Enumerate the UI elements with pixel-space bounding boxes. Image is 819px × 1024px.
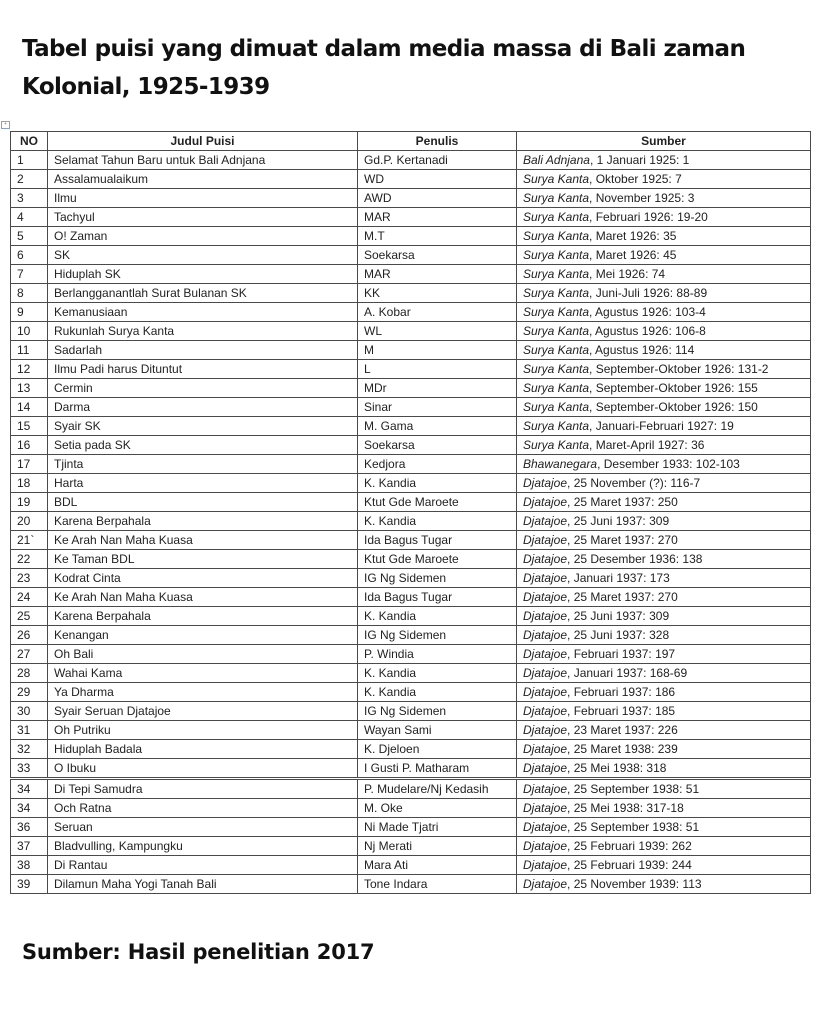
publication-name: Djatajoe xyxy=(523,532,568,547)
cell-no: 5 xyxy=(11,227,48,246)
publication-name: Djatajoe xyxy=(523,646,568,661)
publication-name: Djatajoe xyxy=(523,819,568,834)
cell-source xyxy=(517,569,811,588)
cell-source xyxy=(517,875,811,894)
publication-detail: , 25 November 1939: 113 xyxy=(567,876,702,891)
publication-detail: , Februari 1937: 197 xyxy=(567,646,676,661)
publication-name: Djatajoe xyxy=(523,876,568,891)
cell-author: K. Kandia xyxy=(358,607,517,626)
cell-title: Dilamun Maha Yogi Tanah Bali xyxy=(48,875,358,894)
cell-no: 22 xyxy=(11,550,48,569)
cell-no: 26 xyxy=(11,626,48,645)
source-note: Sumber: Hasil penelitian 2017 xyxy=(22,940,375,964)
publication-name: Surya Kanta xyxy=(523,209,590,224)
cell-no: 3 xyxy=(11,189,48,208)
cell-title: Ke Arah Nan Maha Kuasa xyxy=(48,531,358,550)
publication-detail: , September-Oktober 1926: 155 xyxy=(589,380,758,395)
cell-no: 1 xyxy=(11,151,48,170)
publication-detail: , Juni-Juli 1926: 88-89 xyxy=(589,285,708,300)
publication-name: Djatajoe xyxy=(523,760,568,775)
cell-no: 36 xyxy=(11,818,48,837)
publication-name: Djatajoe xyxy=(523,684,568,699)
publication-name: Surya Kanta xyxy=(523,342,590,357)
cell-no: 33 xyxy=(11,759,48,779)
cell-no: 38 xyxy=(11,856,48,875)
publication-detail: , 25 Mei 1938: 317-18 xyxy=(567,800,684,815)
cell-author: WL xyxy=(358,322,517,341)
cell-no: 39 xyxy=(11,875,48,894)
cell-author: Ida Bagus Tugar xyxy=(358,531,517,550)
cell-source xyxy=(517,208,811,227)
publication-name: Djatajoe xyxy=(523,494,568,509)
publication-name: Surya Kanta xyxy=(523,304,590,319)
publication-detail: , 25 Mei 1938: 318 xyxy=(567,760,667,775)
publication-detail: , Mei 1926: 74 xyxy=(589,266,666,281)
cell-source xyxy=(517,645,811,664)
cell-title: Syair Seruan Djatajoe xyxy=(48,702,358,721)
table-row xyxy=(11,531,811,550)
publication-name: Surya Kanta xyxy=(523,323,590,338)
cell-no: 27 xyxy=(11,645,48,664)
cell-title: Selamat Tahun Baru untuk Bali Adnjana xyxy=(48,151,358,170)
cell-source xyxy=(517,588,811,607)
cell-source xyxy=(517,322,811,341)
cell-author: Mara Ati xyxy=(358,856,517,875)
cell-title: Och Ratna xyxy=(48,799,358,818)
table-row xyxy=(11,759,811,779)
publication-detail: , Oktober 1925: 7 xyxy=(589,171,682,186)
table-row xyxy=(11,303,811,322)
cell-author: Ni Made Tjatri xyxy=(358,818,517,837)
cell-title: Rukunlah Surya Kanta xyxy=(48,322,358,341)
table-row xyxy=(11,818,811,837)
cell-source xyxy=(517,759,811,779)
cell-author: Sinar xyxy=(358,398,517,417)
publication-name: Djatajoe xyxy=(523,589,568,604)
cell-no: 6 xyxy=(11,246,48,265)
cell-title: Di Rantau xyxy=(48,856,358,875)
cell-title: Seruan xyxy=(48,818,358,837)
publication-name: Djatajoe xyxy=(523,570,568,585)
table-row xyxy=(11,170,811,189)
cell-author: M. Gama xyxy=(358,417,517,436)
cell-no: 18 xyxy=(11,474,48,493)
cell-author: Soekarsa xyxy=(358,436,517,455)
cell-source xyxy=(517,189,811,208)
publication-name: Djatajoe xyxy=(523,800,568,815)
cell-title: SK xyxy=(48,246,358,265)
publication-detail: , Februari 1937: 185 xyxy=(567,703,676,718)
publication-detail: , 25 Juni 1937: 309 xyxy=(567,608,670,623)
publication-detail: , 23 Maret 1937: 226 xyxy=(567,722,678,737)
cell-title: Kemanusiaan xyxy=(48,303,358,322)
cell-source xyxy=(517,151,811,170)
header-author: Penulis xyxy=(358,132,517,151)
cell-no: 9 xyxy=(11,303,48,322)
table-move-handle-icon: + xyxy=(1,121,10,129)
table-row xyxy=(11,626,811,645)
cell-no: 2 xyxy=(11,170,48,189)
cell-source xyxy=(517,417,811,436)
cell-author: M xyxy=(358,341,517,360)
cell-no: 14 xyxy=(11,398,48,417)
publication-detail: , Agustus 1926: 106-8 xyxy=(589,323,706,338)
publication-detail: , Januari 1937: 173 xyxy=(567,570,670,585)
cell-title: BDL xyxy=(48,493,358,512)
cell-source xyxy=(517,265,811,284)
table-body xyxy=(11,151,811,894)
table-row xyxy=(11,588,811,607)
cell-author: IG Ng Sidemen xyxy=(358,702,517,721)
publication-name: Djatajoe xyxy=(523,665,568,680)
table-header-row xyxy=(11,132,811,151)
table-row xyxy=(11,208,811,227)
publication-detail: , 25 Maret 1937: 270 xyxy=(567,532,678,547)
cell-no: 8 xyxy=(11,284,48,303)
cell-no: 20 xyxy=(11,512,48,531)
table-row xyxy=(11,284,811,303)
cell-title: Darma xyxy=(48,398,358,417)
cell-source xyxy=(517,818,811,837)
cell-no: 23 xyxy=(11,569,48,588)
publication-detail: , Maret 1926: 45 xyxy=(589,247,677,262)
cell-author: M.T xyxy=(358,227,517,246)
publication-detail: , Maret 1926: 35 xyxy=(589,228,677,243)
cell-source xyxy=(517,455,811,474)
cell-source xyxy=(517,360,811,379)
cell-title: O Ibuku xyxy=(48,759,358,779)
cell-no: 7 xyxy=(11,265,48,284)
publication-name: Djatajoe xyxy=(523,722,568,737)
cell-source xyxy=(517,721,811,740)
publication-name: Djatajoe xyxy=(523,703,568,718)
publication-name: Djatajoe xyxy=(523,781,568,796)
cell-no: 29 xyxy=(11,683,48,702)
cell-title: Syair SK xyxy=(48,417,358,436)
cell-no: 34 xyxy=(11,779,48,799)
cell-no: 17 xyxy=(11,455,48,474)
cell-no: 37 xyxy=(11,837,48,856)
publication-name: Surya Kanta xyxy=(523,285,590,300)
cell-source xyxy=(517,626,811,645)
cell-no: 12 xyxy=(11,360,48,379)
table-row xyxy=(11,151,811,170)
cell-no: 19 xyxy=(11,493,48,512)
publication-detail: , Februari 1926: 19-20 xyxy=(589,209,708,224)
cell-source xyxy=(517,398,811,417)
table-row xyxy=(11,702,811,721)
table-row xyxy=(11,360,811,379)
cell-title: Tachyul xyxy=(48,208,358,227)
cell-title: Sadarlah xyxy=(48,341,358,360)
cell-author: MDr xyxy=(358,379,517,398)
cell-source xyxy=(517,474,811,493)
publication-name: Surya Kanta xyxy=(523,399,590,414)
table-row xyxy=(11,550,811,569)
cell-no: 32 xyxy=(11,740,48,759)
publication-name: Surya Kanta xyxy=(523,171,590,186)
table-row xyxy=(11,436,811,455)
publication-detail: , Februari 1937: 186 xyxy=(567,684,676,699)
cell-author: M. Oke xyxy=(358,799,517,818)
publication-detail: , 25 Februari 1939: 244 xyxy=(567,857,692,872)
table-row xyxy=(11,799,811,818)
publication-name: Djatajoe xyxy=(523,838,568,853)
cell-title: Ya Dharma xyxy=(48,683,358,702)
cell-no: 34 xyxy=(11,799,48,818)
cell-title: Kodrat Cinta xyxy=(48,569,358,588)
table-row xyxy=(11,379,811,398)
publication-detail: , Januari 1937: 168-69 xyxy=(567,665,688,680)
cell-source xyxy=(517,779,811,799)
publication-detail: , 25 November (?): 116-7 xyxy=(567,475,701,490)
cell-no: 11 xyxy=(11,341,48,360)
poem-table xyxy=(10,131,811,894)
table-row xyxy=(11,607,811,626)
cell-author: K. Kandia xyxy=(358,474,517,493)
cell-source xyxy=(517,531,811,550)
cell-title: Oh Putriku xyxy=(48,721,358,740)
cell-author: Ida Bagus Tugar xyxy=(358,588,517,607)
cell-title: Assalamualaikum xyxy=(48,170,358,189)
cell-title: Ke Arah Nan Maha Kuasa xyxy=(48,588,358,607)
publication-name: Djatajoe xyxy=(523,627,568,642)
table-row xyxy=(11,265,811,284)
publication-name: Bhawanegara xyxy=(523,456,598,471)
table-row xyxy=(11,189,811,208)
cell-title: Kenangan xyxy=(48,626,358,645)
cell-no: 13 xyxy=(11,379,48,398)
table-row xyxy=(11,875,811,894)
cell-title: Berlangganantlah Surat Bulanan SK xyxy=(48,284,358,303)
cell-source xyxy=(517,303,811,322)
cell-author: Nj Merati xyxy=(358,837,517,856)
publication-name: Bali Adnjana xyxy=(523,152,590,167)
cell-no: 30 xyxy=(11,702,48,721)
publication-detail: , November 1925: 3 xyxy=(589,190,695,205)
table-row xyxy=(11,856,811,875)
cell-title: Karena Berpahala xyxy=(48,512,358,531)
cell-author: Ktut Gde Maroete xyxy=(358,550,517,569)
publication-detail: , Agustus 1926: 114 xyxy=(589,342,695,357)
cell-source xyxy=(517,607,811,626)
cell-source xyxy=(517,227,811,246)
publication-name: Djatajoe xyxy=(523,608,568,623)
cell-title: Ilmu xyxy=(48,189,358,208)
table-row xyxy=(11,512,811,531)
cell-author: IG Ng Sidemen xyxy=(358,626,517,645)
table-row xyxy=(11,455,811,474)
cell-no: 24 xyxy=(11,588,48,607)
publication-detail: , Januari-Februari 1927: 19 xyxy=(589,418,734,433)
cell-no: 15 xyxy=(11,417,48,436)
table-row xyxy=(11,569,811,588)
table-row xyxy=(11,837,811,856)
cell-title: Wahai Kama xyxy=(48,664,358,683)
cell-author: Ktut Gde Maroete xyxy=(358,493,517,512)
cell-no: 10 xyxy=(11,322,48,341)
table-row xyxy=(11,227,811,246)
publication-detail: , 25 Juni 1937: 309 xyxy=(567,513,670,528)
table-row xyxy=(11,341,811,360)
cell-source xyxy=(517,341,811,360)
publication-name: Surya Kanta xyxy=(523,190,590,205)
cell-title: Harta xyxy=(48,474,358,493)
cell-no: 31 xyxy=(11,721,48,740)
cell-author: Kedjora xyxy=(358,455,517,474)
cell-source xyxy=(517,683,811,702)
publication-detail: , Agustus 1926: 103-4 xyxy=(589,304,706,319)
cell-title: Setia pada SK xyxy=(48,436,358,455)
cell-author: K. Djeloen xyxy=(358,740,517,759)
cell-source xyxy=(517,170,811,189)
publication-name: Surya Kanta xyxy=(523,228,590,243)
publication-detail: , 25 Maret 1937: 270 xyxy=(567,589,678,604)
cell-author: K. Kandia xyxy=(358,683,517,702)
publication-name: Djatajoe xyxy=(523,741,568,756)
cell-author: Wayan Sami xyxy=(358,721,517,740)
cell-no: 28 xyxy=(11,664,48,683)
cell-title: Oh Bali xyxy=(48,645,358,664)
cell-author: IG Ng Sidemen xyxy=(358,569,517,588)
publication-detail: , 25 Desember 1936: 138 xyxy=(567,551,703,566)
cell-title: Cermin xyxy=(48,379,358,398)
cell-author: Soekarsa xyxy=(358,246,517,265)
header-title: Judul Puisi xyxy=(48,132,358,151)
cell-author: KK xyxy=(358,284,517,303)
cell-author: WD xyxy=(358,170,517,189)
cell-source xyxy=(517,664,811,683)
cell-source xyxy=(517,702,811,721)
cell-source xyxy=(517,284,811,303)
cell-author: K. Kandia xyxy=(358,664,517,683)
cell-author: K. Kandia xyxy=(358,512,517,531)
publication-name: Surya Kanta xyxy=(523,247,590,262)
table-row xyxy=(11,322,811,341)
cell-source xyxy=(517,550,811,569)
cell-author: Gd.P. Kertanadi xyxy=(358,151,517,170)
publication-name: Surya Kanta xyxy=(523,418,590,433)
cell-title: Tjinta xyxy=(48,455,358,474)
cell-source xyxy=(517,512,811,531)
cell-source xyxy=(517,856,811,875)
cell-title: Bladvulling, Kampungku xyxy=(48,837,358,856)
publication-name: Djatajoe xyxy=(523,513,568,528)
cell-source xyxy=(517,436,811,455)
publication-name: Surya Kanta xyxy=(523,266,590,281)
publication-name: Djatajoe xyxy=(523,551,568,566)
publication-name: Surya Kanta xyxy=(523,380,590,395)
cell-no: 4 xyxy=(11,208,48,227)
publication-name: Surya Kanta xyxy=(523,437,590,452)
table-row xyxy=(11,721,811,740)
table-row xyxy=(11,246,811,265)
publication-detail: , Maret-April 1927: 36 xyxy=(589,437,705,452)
table-row xyxy=(11,779,811,799)
cell-source xyxy=(517,837,811,856)
publication-detail: , 25 Februari 1939: 262 xyxy=(567,838,692,853)
publication-detail: , 25 September 1938: 51 xyxy=(567,781,700,796)
table-row xyxy=(11,645,811,664)
publication-detail: , Desember 1933: 102-103 xyxy=(597,456,740,471)
cell-no: 25 xyxy=(11,607,48,626)
cell-author: MAR xyxy=(358,265,517,284)
publication-detail: , 25 Maret 1938: 239 xyxy=(567,741,678,756)
publication-name: Djatajoe xyxy=(523,475,568,490)
cell-author: A. Kobar xyxy=(358,303,517,322)
cell-source xyxy=(517,379,811,398)
cell-title: Di Tepi Samudra xyxy=(48,779,358,799)
cell-no: 16 xyxy=(11,436,48,455)
table-row xyxy=(11,474,811,493)
page-title: Tabel puisi yang dimuat dalam media massa di Bali zaman Kolonial, 1925-1939 xyxy=(22,36,746,100)
cell-source xyxy=(517,799,811,818)
cell-author: I Gusti P. Matharam xyxy=(358,759,517,779)
publication-detail: , 1 Januari 1925: 1 xyxy=(589,152,690,167)
cell-author: L xyxy=(358,360,517,379)
cell-author: MAR xyxy=(358,208,517,227)
cell-title: Hiduplah SK xyxy=(48,265,358,284)
cell-author: P. Windia xyxy=(358,645,517,664)
cell-no: 21` xyxy=(11,531,48,550)
cell-title: Hiduplah Badala xyxy=(48,740,358,759)
cell-author: Tone Indara xyxy=(358,875,517,894)
publication-name: Surya Kanta xyxy=(523,361,590,376)
table-row xyxy=(11,740,811,759)
cell-source xyxy=(517,246,811,265)
publication-detail: , 25 September 1938: 51 xyxy=(567,819,700,834)
cell-title: Ilmu Padi harus Dituntut xyxy=(48,360,358,379)
header-no: NO xyxy=(11,132,48,151)
table-row xyxy=(11,417,811,436)
header-source: Sumber xyxy=(517,132,811,151)
cell-title: Ke Taman BDL xyxy=(48,550,358,569)
publication-detail: , September-Oktober 1926: 150 xyxy=(589,399,758,414)
cell-author: P. Mudelare/Nj Kedasih xyxy=(358,779,517,799)
cell-title: O! Zaman xyxy=(48,227,358,246)
table-row xyxy=(11,664,811,683)
table-row xyxy=(11,398,811,417)
publication-name: Djatajoe xyxy=(523,857,568,872)
table-row xyxy=(11,683,811,702)
publication-detail: , 25 Juni 1937: 328 xyxy=(567,627,670,642)
publication-detail: , September-Oktober 1926: 131-2 xyxy=(589,361,769,376)
table-row xyxy=(11,493,811,512)
cell-author: AWD xyxy=(358,189,517,208)
publication-detail: , 25 Maret 1937: 250 xyxy=(567,494,678,509)
cell-source xyxy=(517,493,811,512)
cell-title: Karena Berpahala xyxy=(48,607,358,626)
cell-source xyxy=(517,740,811,759)
